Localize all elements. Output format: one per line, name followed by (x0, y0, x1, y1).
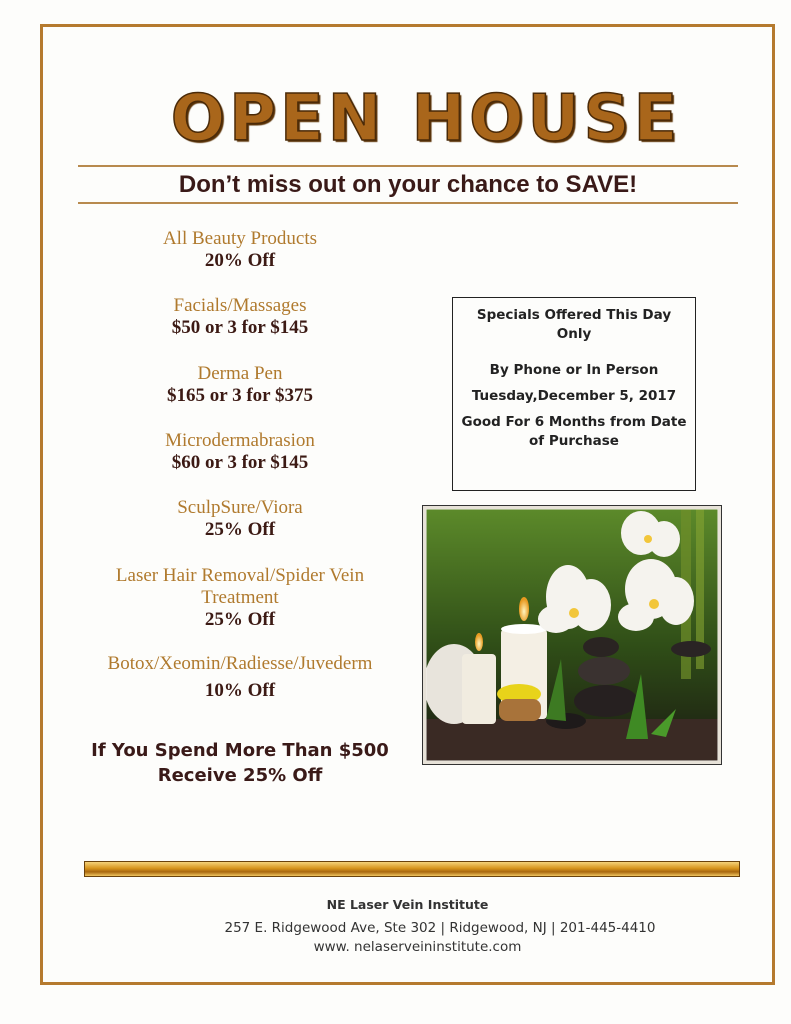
offer-name: Laser Hair Removal/Spider Vein (115, 565, 365, 586)
spend-more-line2: Receive 25% Off (157, 765, 323, 786)
offer-price: 25% Off (204, 519, 276, 540)
offer-item (70, 363, 410, 407)
gold-divider-bar (84, 861, 740, 877)
specials-line-3: Tuesday,December 5, 2017 (471, 388, 677, 404)
spa-photo (423, 506, 721, 764)
footer-address: 257 E. Ridgewood Ave, Ste 302 | Ridgewood, NJ | 201-445-4410 (224, 920, 656, 936)
offer-name: All Beauty Products (162, 228, 318, 249)
offer-name-line2: Treatment (201, 587, 279, 608)
offer-item (70, 565, 410, 631)
footer-company-name: NE Laser Vein Institute (326, 897, 489, 912)
offer-price: $60 or 3 for $145 (171, 452, 309, 473)
subtitle: Don’t miss out on your chance to SAVE! (178, 171, 638, 198)
offer-price: $165 or 3 for $375 (166, 385, 313, 406)
offer-item (70, 653, 410, 702)
offer-price: 10% Off (204, 680, 276, 701)
offer-price: $50 or 3 for $145 (171, 317, 309, 338)
specials-line-2: By Phone or In Person (489, 362, 659, 378)
page-title: OPEN HOUSE (170, 82, 682, 156)
bottom-divider (78, 202, 738, 204)
specials-line-1: Specials Offered This Day Only (476, 307, 672, 342)
offer-name: Facials/Massages (173, 295, 307, 316)
offer-item (70, 295, 410, 339)
offer-price: 20% Off (204, 250, 276, 271)
offer-name: Botox/Xeomin/Radiesse/Juvederm (107, 653, 373, 674)
offer-name: Microdermabrasion (165, 430, 315, 451)
specials-box (452, 297, 696, 491)
offer-name: SculpSure/Viora (177, 497, 303, 518)
spend-more-line1: If You Spend More Than $500 (91, 740, 389, 761)
offer-item (70, 228, 410, 272)
offer-price: 25% Off (204, 609, 276, 630)
offer-item (70, 430, 410, 474)
specials-line-4: Good For 6 Months from Date of Purchase (461, 414, 687, 449)
spend-more-offer (80, 738, 400, 788)
footer-website: www. nelaserveininstitute.com (313, 939, 522, 955)
top-divider (78, 165, 738, 167)
offer-name: Derma Pen (197, 363, 283, 384)
offer-item (70, 497, 410, 541)
